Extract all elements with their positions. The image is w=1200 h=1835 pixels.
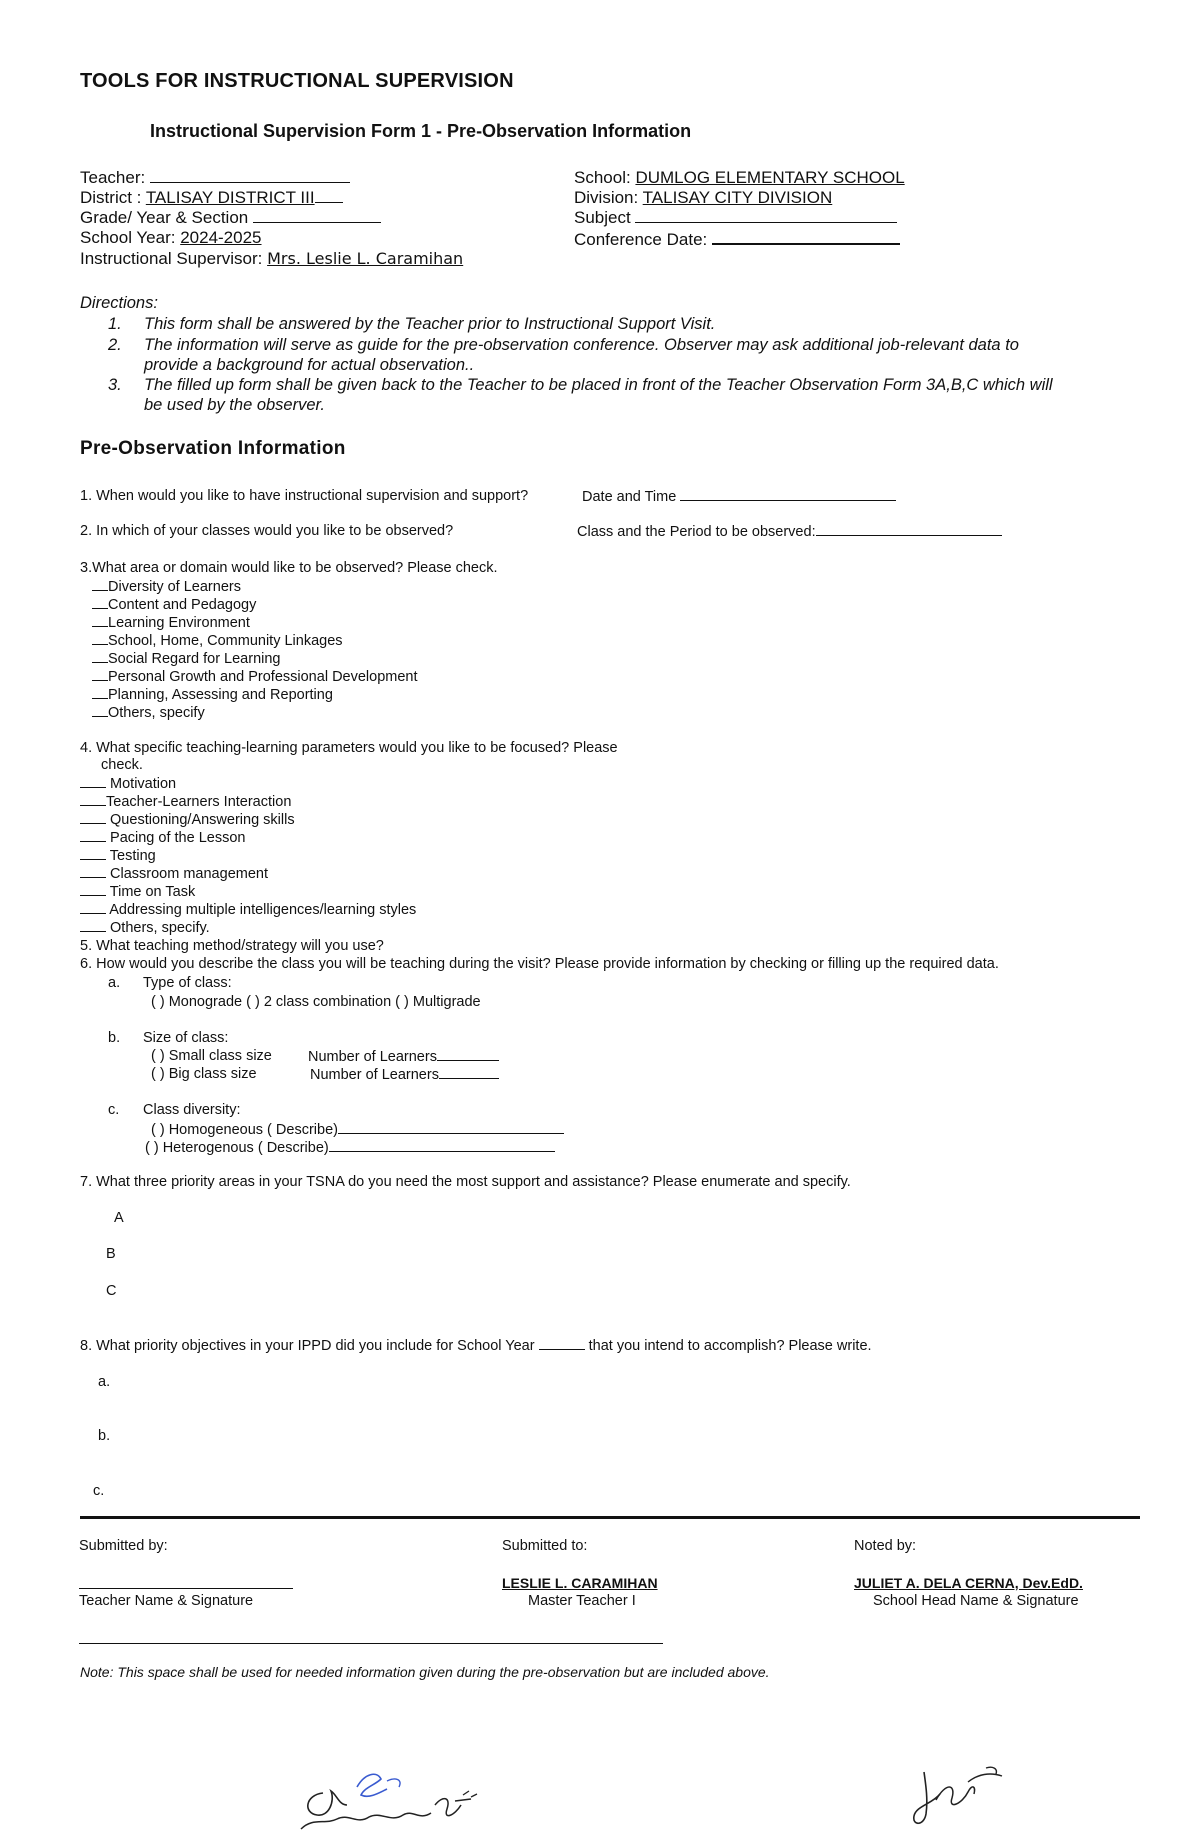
division-value: TALISAY CITY DIVISION — [642, 188, 833, 207]
district-row — [80, 188, 343, 208]
parameter-option[interactable]: Questioning/Answering skills — [80, 811, 416, 829]
teacher-label: Teacher: — [80, 168, 146, 187]
question-5: 5. What teaching method/strategy will you use? — [80, 938, 384, 954]
form-title: Instructional Supervision Form 1 - Pre-Observation Information — [150, 121, 692, 141]
direction-3-text-cont: be used by the observer. — [144, 396, 326, 414]
q6-a-title: Type of class: — [143, 975, 232, 991]
question-4: 4. What specific teaching-learning parameters would you like to be focused? Please — [80, 740, 618, 756]
domain-option[interactable]: School, Home, Community Linkages — [92, 632, 418, 650]
q7-item-c: C — [106, 1283, 117, 1299]
parameter-options — [80, 775, 416, 937]
question-1-date-time — [582, 488, 896, 505]
direction-3-text: The filled up form shall be given back to the Teacher to be placed in front of the Teacher Observation Form 3A,B,C which will — [144, 376, 1053, 394]
school-year-blank[interactable] — [539, 1337, 585, 1350]
school-label: School: — [574, 168, 631, 187]
q6-c-label: c. — [108, 1102, 120, 1118]
parameter-option[interactable]: Motivation — [80, 775, 416, 793]
domain-option[interactable]: Learning Environment — [92, 614, 418, 632]
school-head-signature — [906, 1760, 1016, 1835]
class-size-small-learners[interactable]: Number of Learners — [308, 1048, 499, 1065]
question-8: 8. What priority objectives in your IPPD did you include for School Year that you intend to accomplish? Please write. — [80, 1338, 872, 1354]
question-3: 3.What area or domain would like to be observed? Please check. — [80, 560, 498, 576]
domain-option[interactable]: Others, specify — [92, 704, 418, 722]
parameter-option[interactable]: Classroom management — [80, 865, 416, 883]
parameter-option[interactable]: Others, specify. — [80, 919, 416, 937]
q8-item-a: a. — [98, 1374, 111, 1390]
parameter-option[interactable]: Addressing multiple intelligences/learning styles — [80, 901, 416, 919]
q6-c-title: Class diversity: — [143, 1102, 241, 1118]
conference-label: Conference Date: — [574, 230, 708, 249]
q6-b-title: Size of class: — [143, 1030, 229, 1046]
teacher-blank[interactable] — [150, 168, 350, 183]
school-value: DUMLOG ELEMENTARY SCHOOL — [635, 168, 905, 187]
master-teacher-name: LESLIE L. CARAMIHAN — [502, 1575, 658, 1591]
division-row — [574, 188, 832, 208]
district-label: District : — [80, 188, 142, 207]
school-year-row — [80, 228, 262, 248]
parameter-option[interactable]: Pacing of the Lesson — [80, 829, 416, 847]
grade-label: Grade/ Year & Section — [80, 208, 249, 227]
school-head-caption: School Head Name & Signature — [873, 1593, 1079, 1609]
grade-blank[interactable] — [253, 208, 381, 223]
noted-by-label: Noted by: — [854, 1538, 917, 1554]
school-row — [574, 168, 905, 188]
school-year-label: School Year: — [80, 228, 176, 247]
conference-row — [574, 229, 900, 250]
conference-blank[interactable] — [712, 229, 900, 245]
class-diversity-heterogenous[interactable]: ( ) Heterogenous ( Describe) — [145, 1139, 555, 1156]
q7-item-a: A — [114, 1210, 124, 1226]
date-time-blank[interactable] — [680, 488, 896, 501]
q8-item-c: c. — [93, 1483, 105, 1499]
notes-line[interactable] — [79, 1643, 663, 1644]
question-1: 1. When would you like to have instructional supervision and support? — [80, 488, 529, 504]
parameter-option[interactable]: Time on Task — [80, 883, 416, 901]
teacher-row — [80, 168, 350, 188]
domain-option[interactable]: Planning, Assessing and Reporting — [92, 686, 418, 704]
submitted-by-label: Submitted by: — [79, 1538, 168, 1554]
directions-label: Directions: — [80, 294, 158, 312]
domain-option[interactable]: Content and Pedagogy — [92, 596, 418, 614]
question-4-cont: check. — [101, 757, 143, 773]
supervisor-row — [80, 249, 463, 269]
supervisor-label: Instructional Supervisor: — [80, 249, 263, 268]
subject-blank[interactable] — [635, 208, 897, 223]
section-divider — [80, 1516, 1140, 1519]
date-time-label: Date and Time — [582, 489, 677, 505]
class-diversity-homogeneous[interactable]: ( ) Homogeneous ( Describe) — [151, 1121, 564, 1138]
class-period-label: Class and the Period to be observed: — [577, 524, 816, 540]
submitted-to-label: Submitted to: — [502, 1538, 588, 1554]
school-head-name: JULIET A. DELA CERNA, Dev.EdD. — [854, 1575, 1083, 1591]
direction-2-text-cont: provide a background for actual observation.. — [144, 356, 475, 374]
domain-options — [92, 578, 418, 722]
subject-row — [574, 208, 897, 228]
teacher-signature-line[interactable] — [79, 1588, 293, 1589]
q7-item-b: B — [106, 1246, 116, 1262]
q6-b-label: b. — [108, 1030, 121, 1046]
document-title: TOOLS FOR INSTRUCTIONAL SUPERVISION — [80, 70, 514, 92]
master-teacher-signature — [295, 1765, 485, 1835]
class-size-small[interactable]: ( ) Small class size — [151, 1048, 272, 1064]
question-6: 6. How would you describe the class you will be teaching during the visit? Please provide information by checking or filling up the required data. — [80, 956, 999, 972]
direction-1-num: 1. — [108, 315, 122, 333]
question-2: 2. In which of your classes would you like to be observed? — [80, 523, 454, 539]
section-title: Pre-Observation Information — [80, 438, 346, 459]
division-label: Division: — [574, 188, 639, 207]
q8-item-b: b. — [98, 1428, 111, 1444]
question-2-class-period — [577, 523, 1002, 540]
domain-option[interactable]: Social Regard for Learning — [92, 650, 418, 668]
domain-option[interactable]: Diversity of Learners — [92, 578, 418, 596]
class-period-blank[interactable] — [816, 523, 1002, 536]
parameter-option[interactable]: Teacher-Learners Interaction — [80, 793, 416, 811]
note-text: Note: This space shall be used for needed information given during the pre-observation but are included above. — [80, 1664, 770, 1680]
class-type-options[interactable]: ( ) Monograde ( ) 2 class combination ( ) Multigrade — [151, 994, 481, 1010]
direction-2-text: The information will serve as guide for the pre-observation conference. Observer may ask additional job-relevant data to — [144, 336, 1019, 354]
subject-label: Subject — [574, 208, 631, 227]
direction-1-text: This form shall be answered by the Teacher prior to Instructional Support Visit. — [144, 315, 716, 333]
class-size-big-learners[interactable]: Number of Learners — [310, 1066, 499, 1083]
question-7: 7. What three priority areas in your TSNA do you need the most support and assistance? Please enumerate and specify. — [80, 1174, 851, 1190]
school-year-value: 2024-2025 — [180, 228, 262, 247]
district-blank — [315, 188, 343, 203]
district-value: TALISAY DISTRICT III — [145, 188, 315, 207]
teacher-caption: Teacher Name & Signature — [79, 1593, 254, 1609]
domain-option[interactable]: Personal Growth and Professional Development — [92, 668, 418, 686]
direction-3-num: 3. — [108, 376, 122, 394]
parameter-option[interactable]: Testing — [80, 847, 416, 865]
supervisor-value: Mrs. Leslie L. Caramihan — [267, 249, 464, 268]
direction-2-num: 2. — [108, 336, 122, 354]
q6-a-label: a. — [108, 975, 121, 991]
grade-row — [80, 208, 381, 228]
master-teacher-title: Master Teacher I — [528, 1593, 636, 1609]
class-size-big[interactable]: ( ) Big class size — [151, 1066, 257, 1082]
